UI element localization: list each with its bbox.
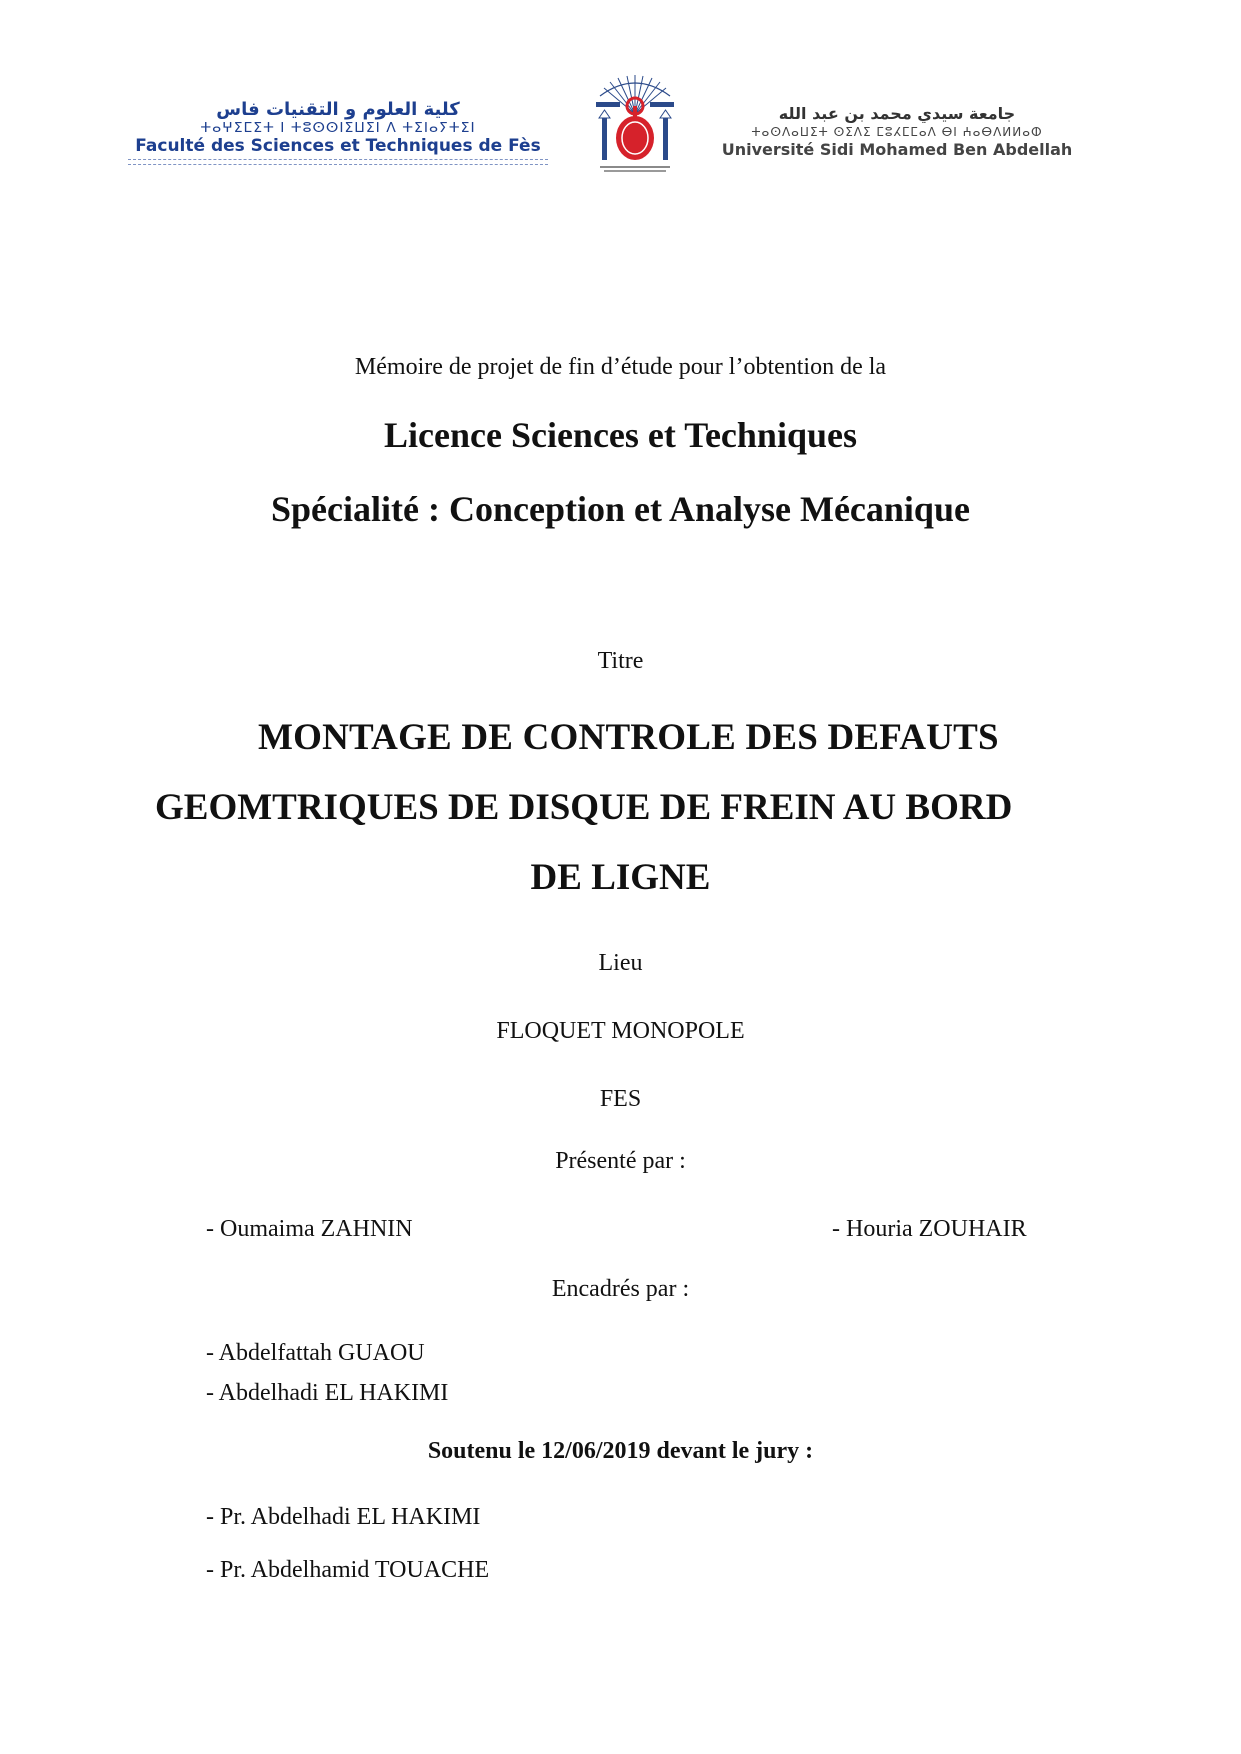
- faculty-name-tifinagh: ⵜⴰⵖⵉⵎⵉⵜ ⵏ ⵜⵓⵙⵙⵏⵉⵡⵉⵏ ⴷ ⵜⵉⵏⴰⵢⵜⵉⵏ: [200, 120, 476, 136]
- faculty-logo-underline: [128, 159, 548, 165]
- university-logo: [712, 104, 1082, 160]
- jury-member: - Pr. Abdelhadi EL HAKIMI: [206, 1504, 481, 1530]
- defense-date-line: Soutenu le 12/06/2019 devant le jury :: [427, 1438, 814, 1464]
- company-name: FLOQUET MONOPOLE: [496, 1018, 745, 1044]
- supervisor-name: - Abdelfattah GUAOU: [206, 1340, 425, 1366]
- supervisor-name: - Abdelhadi EL HAKIMI: [206, 1380, 449, 1406]
- usmba-emblem-icon: [592, 74, 678, 176]
- presented-by-label: Présenté par :: [555, 1148, 686, 1174]
- university-name-tifinagh: ⵜⴰⵙⴷⴰⵡⵉⵜ ⵙⵉⴷⵉ ⵎⵓⵃⵎⵎⴰⴷ ⴱⵏ ⵄⴰⴱⴷⵍⵍⴰⵀ: [751, 125, 1043, 139]
- faculty-name-french: Faculté des Sciences et Techniques de Fès: [135, 136, 541, 156]
- faculty-name-arabic: كلية العلوم و التقنيات فاس: [216, 99, 460, 120]
- university-name-arabic: جامعة سيدي محمد بن عبد الله: [778, 104, 1016, 123]
- project-title-line-1: MONTAGE DE CONTROLE DES DEFAUTS: [258, 717, 999, 758]
- jury-member: - Pr. Abdelhamid TOUACHE: [206, 1557, 490, 1583]
- specialty-title: Spécialité : Conception et Analyse Mécanique: [271, 489, 970, 529]
- place-label: Lieu: [598, 950, 643, 976]
- supervised-by-label: Encadrés par :: [551, 1276, 690, 1302]
- university-name-french: Université Sidi Mohamed Ben Abdellah: [721, 140, 1073, 159]
- project-title-line-2: GEOMTRIQUES DE DISQUE DE FREIN AU BORD: [155, 787, 1013, 828]
- faculty-logo: [118, 100, 558, 165]
- title-label: Titre: [597, 648, 644, 674]
- city-name: FES: [599, 1086, 642, 1112]
- student-name: - Houria ZOUHAIR: [832, 1216, 1027, 1242]
- student-name: - Oumaima ZAHNIN: [206, 1216, 413, 1242]
- degree-title: Licence Sciences et Techniques: [384, 415, 857, 455]
- project-title-line-3: DE LIGNE: [530, 857, 711, 898]
- intro-text: Mémoire de projet de fin d’étude pour l’obtention de la: [354, 354, 887, 380]
